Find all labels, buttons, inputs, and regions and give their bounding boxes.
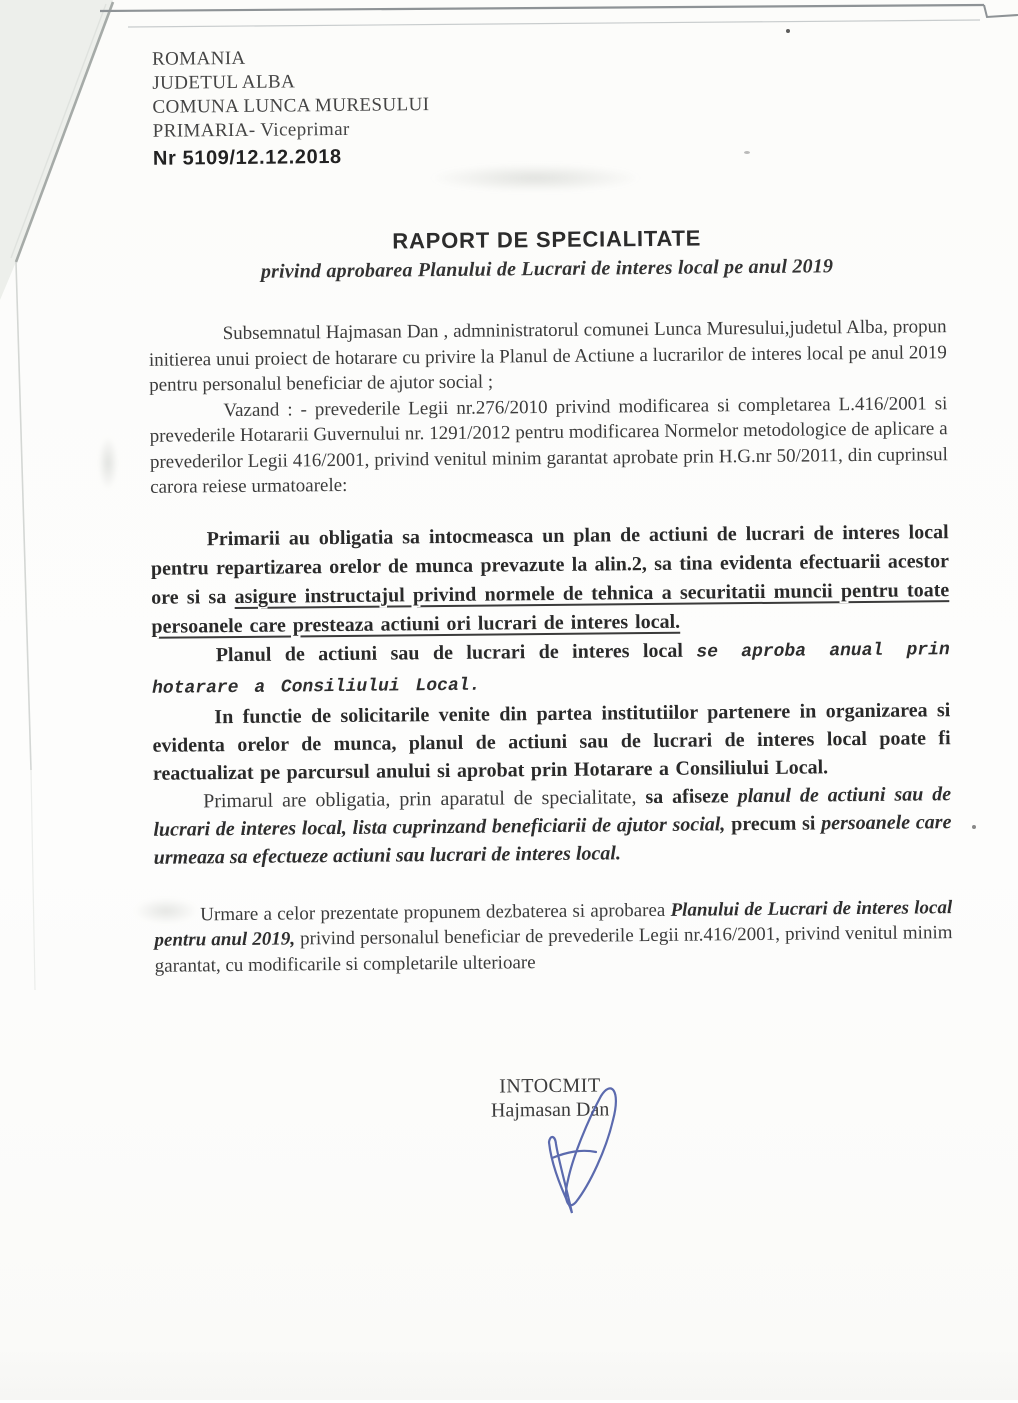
text-segment: privind personalul beneficiar de prevederile Legii nr.416/2001, privind venitul minim garantat, cu modificarile si completarile ulterioare [154, 922, 953, 977]
text-segment: Primarii au obligatia sa intocmeasca un plan de actiuni de lucrari de interes local pentru repartizarea orelor de munca prevazute la alin.2, sa tina evidenta efectuarii acestor ore si sa [150, 520, 949, 609]
paragraph-plan-aprobare [152, 634, 951, 704]
text-segment: Planului de Lucrari de interes local pentru anul 2019, [154, 896, 953, 951]
document-body [149, 314, 953, 979]
signature-block [150, 1070, 950, 1126]
text-segment: In functie de solicitarile venite din partea institutiilor partenere in organizarea si evidenta orelor de munca, planul de actiuni sau de lucrari de interes local poate fi reactualizat pe parcursul anului si aprobat prin Hotarare a Consiliului Local. [152, 698, 951, 785]
paragraph-solicitari [152, 696, 951, 788]
letterhead-country: ROMANIA [151, 47, 246, 70]
signature-label: INTOCMIT [499, 1074, 601, 1098]
text-segment: Vazand : - prevederile Legii nr.276/2010 privind modificarea si completarea L.416/2001 si prevederile Hotararii Guvernului nr. 1291/2012 pentru modificarea Normelor metodologice de aplicare a prevederilor Legii 416/2001, privind venitul minim garantat aprobate prin H.G.nr 50/2011, din cuprinsul carora reiese urmatoarele: [149, 392, 948, 498]
text-segment: Urmare a celor prezentate propunem dezbaterea si aprobarea [200, 899, 671, 925]
document-subtitle: privind aprobarea Planului de Lucrari de interes local pe anul 2019 [260, 255, 834, 283]
paragraph-primarii-obligatia [151, 518, 950, 642]
text-segment: asigure instructajul privind normele de tehnica a securitatii muncii pentru toate persoanele care presteaza actiuni ori lucrari de interes local. [151, 578, 950, 638]
text-segment: Primarul are obligatia, prin aparatul de specialitate, [203, 785, 646, 812]
text-segment: sa afiseze [645, 784, 738, 808]
signature-name: Hajmasan Dan [490, 1098, 610, 1122]
paragraph-urmare-propunere [154, 895, 953, 979]
text-segment: persoanele care urmeaza sa efectueze actiuni sau lucrari de interes local. [153, 810, 952, 869]
text-segment: se aproba anual prin hotarare a Consiliului Local. [151, 639, 950, 699]
text-segment: planul de actiuni sau de lucrari de interes local, lista cuprinzand beneficiarii de ajutor social, [153, 782, 952, 841]
letterhead-county: JUDETUL ALBA [152, 71, 296, 94]
letterhead-office: PRIMARIA- Viceprimar [152, 118, 350, 142]
text-segment: Planul de actiuni sau de lucrari de interes local [215, 639, 697, 666]
document-title: RAPORT DE SPECIALITATE [392, 225, 702, 254]
text-segment: precum si [731, 811, 822, 835]
paragraph-primarul-afisare [153, 780, 952, 872]
paragraph-vazand [149, 391, 948, 501]
text-segment: Subsemnatul Hajmasan Dan , admninistratorul comunei Lunca Muresului,judetul Alba, propun initierea unui proiect de hotarare cu privire la Planul de Actiune a lucrarilor de interes local pe anul 2019 pentru personalul beneficiar de ajutor social ; [148, 316, 947, 396]
letterhead-commune: COMUNA LUNCA MURESULUI [152, 94, 430, 118]
registration-number: Nr 5109/12.12.2018 [152, 145, 342, 170]
paragraph-subsemnatul [149, 314, 948, 398]
letterhead [152, 45, 430, 172]
title-block [148, 223, 946, 285]
